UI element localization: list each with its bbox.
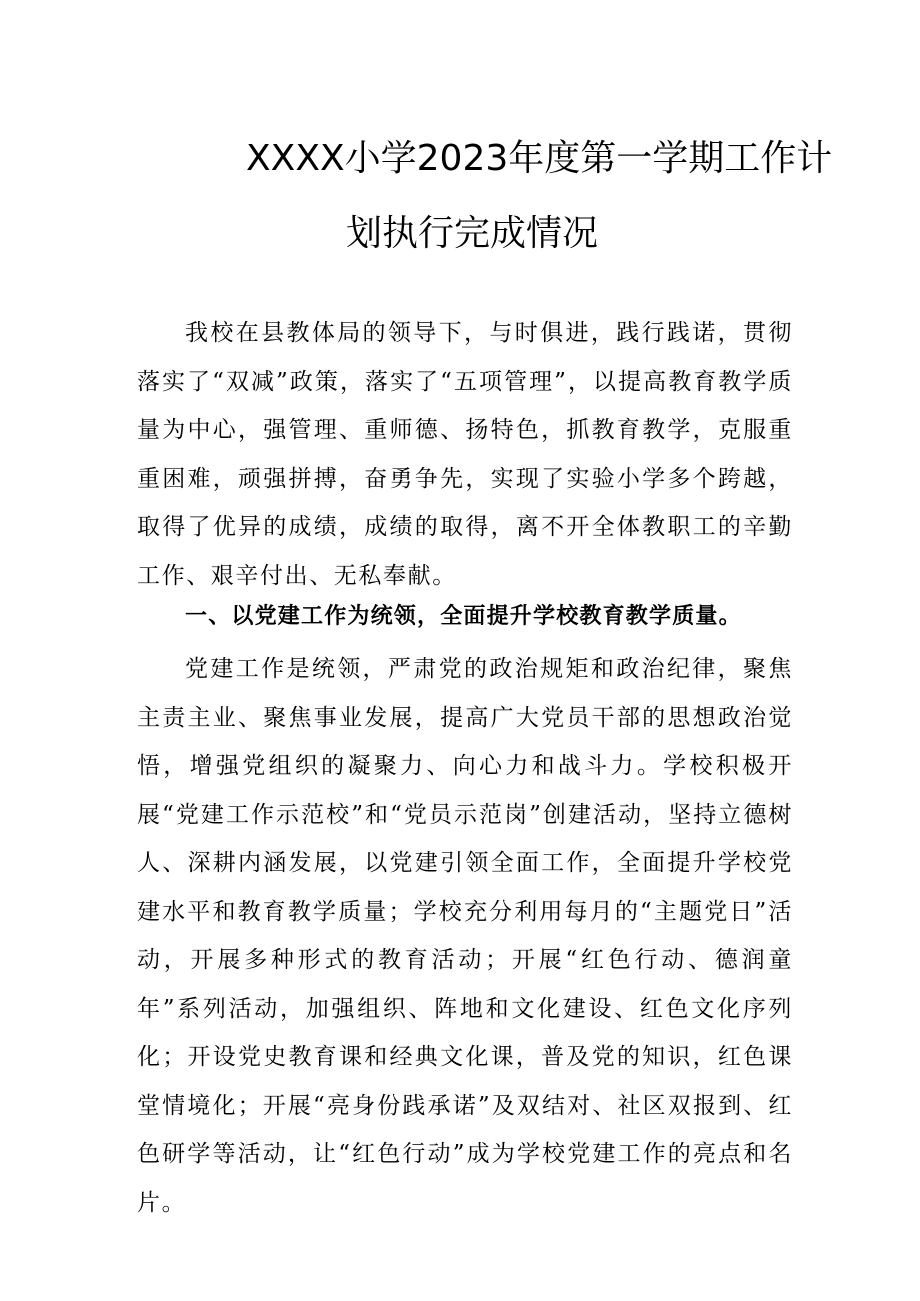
section-1-paragraph: 党建工作是统领，严肃党的政治规矩和政治纪律，聚焦主责主业、聚焦事业发展，提高广大党员干部的思想政治觉悟，增强党组织的凝聚力、向心力和战斗力。学校积极开展“党建工作示范校”和“党员示范岗”创建活动，坚持立德树人、深耕内涵发展，以党建引领全面工作，全面提升学校党建水平和教育教学质量；学校充分利用每月的“主题党日”活动，开展多种形式的教育活动；开展“红色行动、德润童年”系列活动，加强组织、阵地和文化建设、红色文化序列化；开设党史教育课和经典文化课，普及党的知识，红色课堂情境化；开展“亮身份践承诺”及双结对、社区双报到、红色研学等活动，让“红色行动”成为学校党建工作的亮点和名片。	[137, 656, 793, 1216]
document-title-line-2: 划执行完成情况	[346, 213, 599, 254]
section-1-heading: 一、以党建工作为统领，全面提升学校教育教学质量。	[185, 604, 742, 629]
document-title-line-1: XXXX小学2023年度第一学期工作计	[246, 138, 833, 179]
intro-paragraph: 我校在县教体局的领导下，与时俱进，践行践诺，贯彻落实了“双减”政策，落实了“五项管理”，以提高教育教学质量为中心，强管理、重师德、扬特色，抓教育教学，克服重重困难，顽强拼搏，奋勇争先，实现了实验小学多个跨越，取得了优异的成绩，成绩的取得，离不开全体教职工的辛勤工作、艰辛付出、无私奉献。	[137, 320, 793, 589]
